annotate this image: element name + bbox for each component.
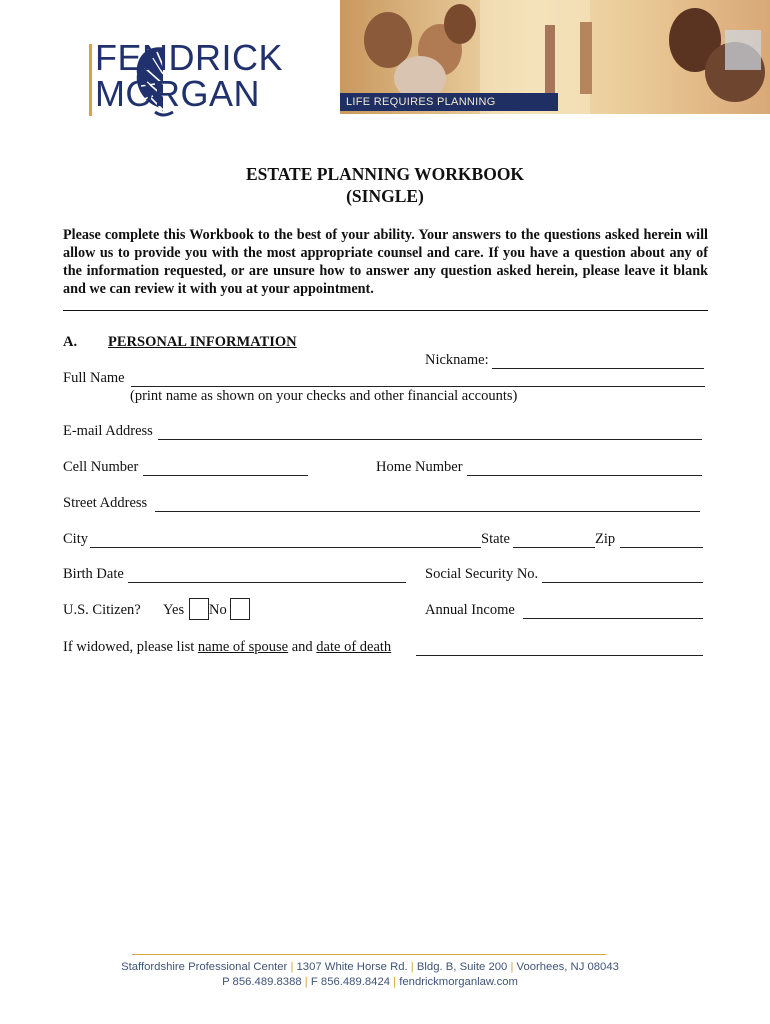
footer-separator: | bbox=[393, 976, 397, 988]
state-field[interactable] bbox=[513, 547, 595, 548]
zip-field[interactable] bbox=[620, 547, 703, 548]
section-letter: A. bbox=[63, 334, 78, 350]
footer-divider bbox=[132, 954, 606, 955]
widowed-prefix: If widowed, please list bbox=[63, 639, 195, 655]
cell-number-field[interactable] bbox=[143, 475, 308, 476]
footer-city: Voorhees, NJ 08043 bbox=[516, 961, 619, 973]
home-number-label: Home Number bbox=[376, 459, 463, 475]
nickname-label: Nickname: bbox=[425, 352, 489, 368]
email-label: E-mail Address bbox=[63, 423, 153, 439]
footer-suite: Bldg. B, Suite 200 bbox=[416, 961, 508, 973]
street-address-field[interactable] bbox=[155, 511, 700, 512]
citizen-no-checkbox[interactable] bbox=[230, 598, 250, 620]
birth-date-label: Birth Date bbox=[63, 566, 124, 582]
footer-separator: | bbox=[290, 961, 294, 973]
annual-income-label: Annual Income bbox=[425, 602, 515, 618]
footer-phone: P 856.489.8388 bbox=[222, 976, 302, 988]
footer-fax: F 856.489.8424 bbox=[310, 976, 391, 988]
widowed-date-of-death: date of death bbox=[316, 639, 392, 655]
logo-divider bbox=[89, 44, 92, 116]
annual-income-field[interactable] bbox=[523, 618, 703, 619]
widowed-field[interactable] bbox=[416, 655, 703, 656]
page-subtitle: (SINGLE) bbox=[346, 186, 424, 206]
home-number-field[interactable] bbox=[467, 475, 702, 476]
footer-website: fendrickmorganlaw.com bbox=[399, 976, 518, 988]
footer-contact bbox=[0, 976, 740, 988]
footer-address bbox=[0, 961, 740, 973]
citizen-label: U.S. Citizen? bbox=[63, 602, 141, 618]
state-label: State bbox=[481, 531, 510, 547]
full-name-label: Full Name bbox=[63, 370, 125, 386]
footer-street: 1307 White Horse Rd. bbox=[296, 961, 408, 973]
company-logo-text bbox=[95, 37, 284, 114]
intro-paragraph: Please complete this Workbook to the best of your ability. Your answers to the questions asked herein will allow us to provide you with the most appropriate counsel and care. If you have a question about any of the information requested, or are unsure how to answer any question asked herein, please leave it blank and we can review it with you at your appointment. bbox=[63, 227, 708, 297]
email-field[interactable] bbox=[158, 439, 702, 440]
citizen-yes-checkbox[interactable] bbox=[189, 598, 209, 620]
page-title: ESTATE PLANNING WORKBOOK bbox=[245, 164, 525, 184]
no-label: No bbox=[209, 602, 227, 618]
footer-separator: | bbox=[510, 961, 514, 973]
footer-separator: | bbox=[304, 976, 308, 988]
nickname-field[interactable] bbox=[492, 368, 704, 369]
widowed-spouse-name: name of spouse bbox=[197, 639, 289, 655]
footer-building: Staffordshire Professional Center bbox=[121, 961, 288, 973]
logo-line-2: MORGAN bbox=[95, 73, 260, 114]
cell-number-label: Cell Number bbox=[63, 459, 139, 475]
logo-line-1: FENDRICK bbox=[95, 37, 284, 78]
section-title: PERSONAL INFORMATION bbox=[108, 334, 297, 350]
city-label: City bbox=[63, 531, 88, 547]
yes-label: Yes bbox=[163, 602, 185, 618]
city-field[interactable] bbox=[90, 547, 481, 548]
tagline: LIFE REQUIRES PLANNING bbox=[340, 93, 558, 111]
widowed-and: and bbox=[291, 639, 313, 655]
zip-label: Zip bbox=[595, 531, 616, 547]
birth-date-field[interactable] bbox=[128, 582, 406, 583]
ssn-field[interactable] bbox=[542, 582, 703, 583]
full-name-note: (print name as shown on your checks and other financial accounts) bbox=[130, 388, 518, 404]
ssn-label: Social Security No. bbox=[425, 566, 539, 582]
widowed-label bbox=[63, 639, 391, 656]
full-name-field[interactable] bbox=[131, 386, 705, 387]
street-address-label: Street Address bbox=[63, 495, 148, 511]
footer-separator: | bbox=[410, 961, 414, 973]
intro-divider bbox=[63, 310, 708, 311]
